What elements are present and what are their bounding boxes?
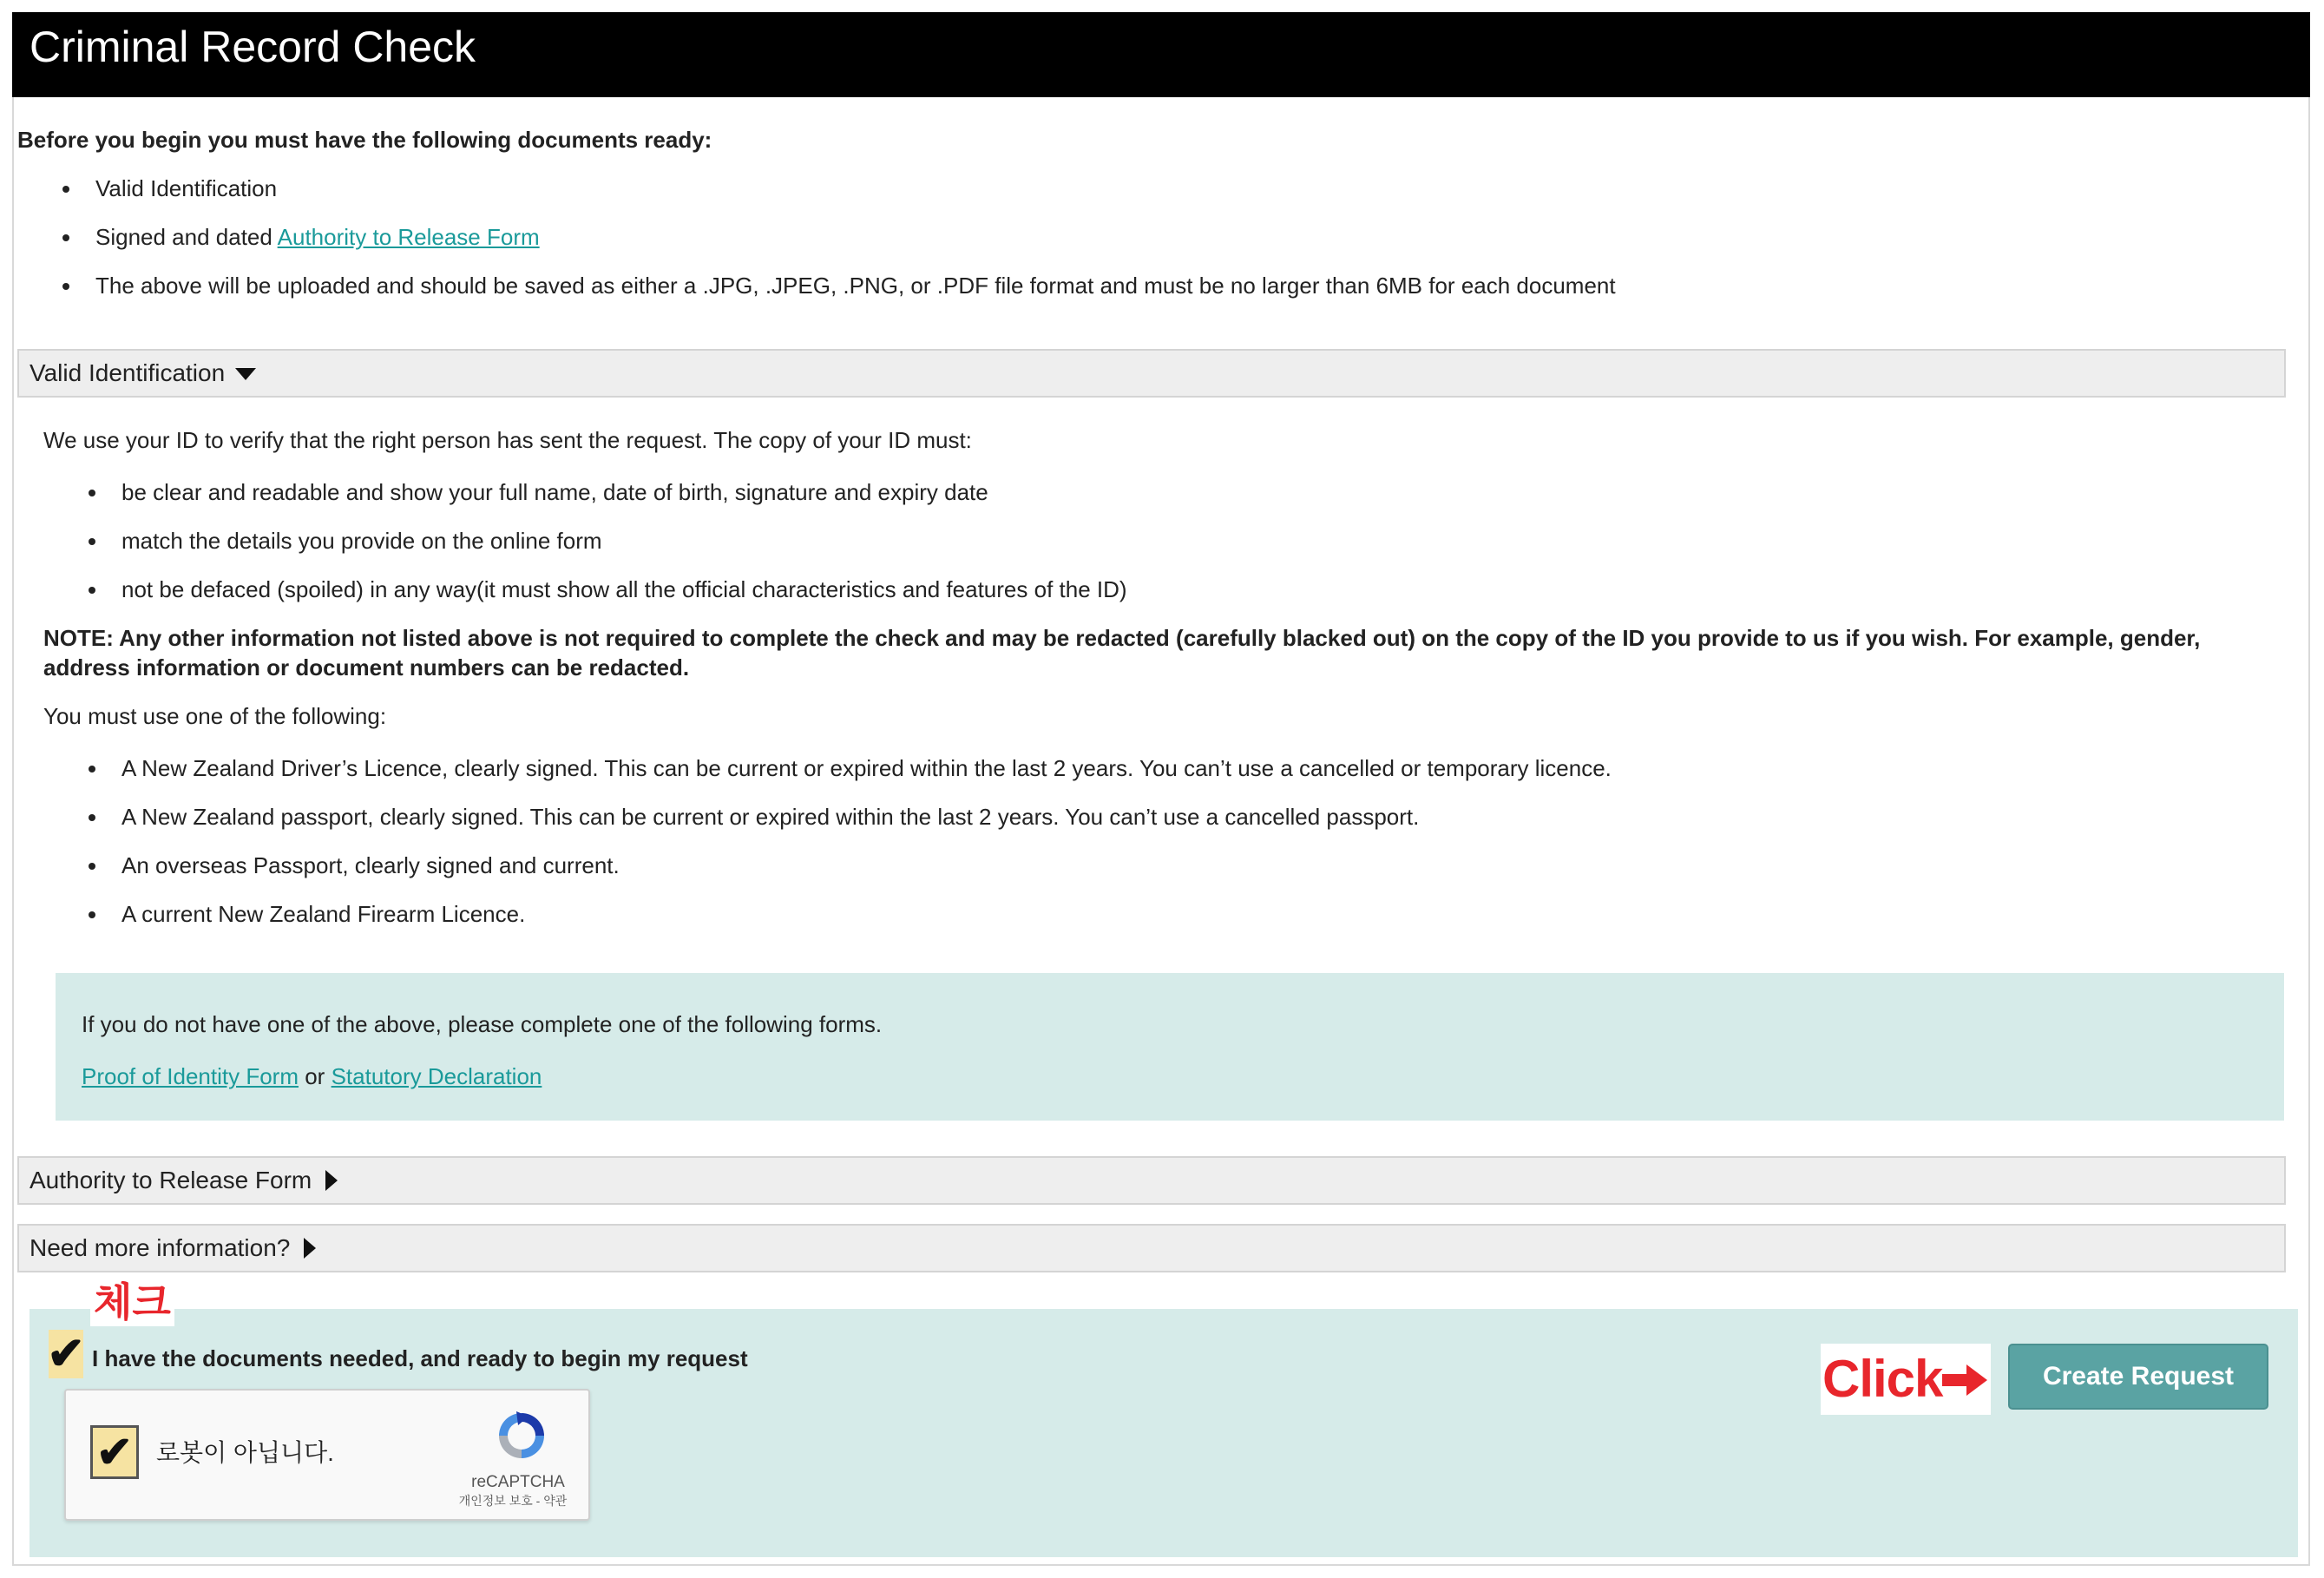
list-item: A current New Zealand Firearm Licence. <box>43 899 2274 929</box>
intro-section <box>17 125 2274 319</box>
caret-down-icon <box>235 368 256 380</box>
checkmark-icon: ✔ <box>96 1428 133 1476</box>
or-text: or <box>305 1063 325 1089</box>
caret-right-icon <box>304 1238 316 1259</box>
accordion-label: Authority to Release Form <box>30 1167 312 1193</box>
recaptcha-checkbox[interactable] <box>90 1425 139 1479</box>
list-item: An overseas Passport, clearly signed and current. <box>43 851 2274 880</box>
caret-right-icon <box>325 1170 338 1191</box>
list-item: The above will be uploaded and should be saved as either a .JPG, .JPEG, .PNG, or .PDF file format and must be no larger than 6MB for each document <box>17 271 2274 300</box>
list-item: be clear and readable and show your full name, date of birth, signature and expiry date <box>43 477 2274 507</box>
create-request-button[interactable]: Create Request <box>2008 1344 2268 1410</box>
list-item: match the details you provide on the online form <box>43 526 2274 556</box>
accordion-label: Valid Identification <box>30 359 226 386</box>
recaptcha-label: 로봇이 아닙니다. <box>156 1439 334 1466</box>
page-title: Criminal Record Check <box>30 23 476 71</box>
title-bar <box>12 12 2310 97</box>
list-item: A New Zealand Driver’s Licence, clearly signed. This can be current or expired within the last 2 years. You can’t use a cancelled or temporary licence. <box>43 753 2274 783</box>
alternative-forms-box <box>56 973 2284 1121</box>
documents-ready-checkbox[interactable] <box>49 1330 83 1378</box>
id-options-list <box>43 753 2274 929</box>
id-note: NOTE: Any other information not listed above is not required to complete the check and may be redacted (carefully blacked out) on the copy of the ID you provide to us if you wish. For example, gender, address information or document numbers can be redacted. <box>43 625 2201 681</box>
lead-text: Before you begin you must have the following documents ready: <box>17 127 712 153</box>
recaptcha-terms-link[interactable]: 개인정보 보호 - 약관 <box>458 1494 568 1508</box>
use-one-text: You must use one of the following: <box>43 703 387 729</box>
check-annotation: 체크 <box>90 1278 174 1326</box>
alt-forms-text: If you do not have one of the above, please complete one of the following forms. <box>82 1011 883 1037</box>
id-requirements-list <box>43 477 2274 604</box>
accordion-more-information[interactable] <box>17 1224 2286 1272</box>
id-intro: We use your ID to verify that the right person has sent the request. The copy of your ID must: <box>43 427 972 453</box>
click-annotation <box>1821 1344 1991 1415</box>
authority-form-link[interactable]: Authority to Release Form <box>277 224 540 250</box>
proof-of-identity-link[interactable]: Proof of Identity Form <box>82 1063 299 1089</box>
accordion-label: Need more information? <box>30 1234 291 1261</box>
list-item: A New Zealand passport, clearly signed. This can be current or expired within the last 2 years. You can’t use a cancelled passport. <box>43 802 2274 832</box>
alt-forms-links <box>82 1062 542 1091</box>
recaptcha-logo-icon <box>491 1408 552 1463</box>
accordion-authority-release[interactable] <box>17 1156 2286 1205</box>
checkmark-icon: ✔ <box>47 1329 85 1379</box>
list-item: Valid Identification <box>17 174 2274 203</box>
recaptcha-brand: reCAPTCHA <box>471 1473 565 1491</box>
valid-id-content <box>43 425 2274 948</box>
list-item: Signed and dated Authority to Release Form <box>17 222 2274 252</box>
list-item: not be defaced (spoiled) in any way(it must show all the official characteristics and features of the ID) <box>43 575 2274 604</box>
requirements-list <box>17 174 2274 300</box>
click-annotation-text: Click <box>1822 1350 1943 1408</box>
recaptcha-widget <box>64 1389 590 1521</box>
statutory-declaration-link[interactable]: Statutory Declaration <box>331 1063 542 1089</box>
accordion-valid-identification[interactable] <box>17 349 2286 398</box>
arrow-right-icon <box>1940 1363 1989 1397</box>
documents-ready-label: I have the documents needed, and ready to begin my request <box>92 1345 748 1371</box>
